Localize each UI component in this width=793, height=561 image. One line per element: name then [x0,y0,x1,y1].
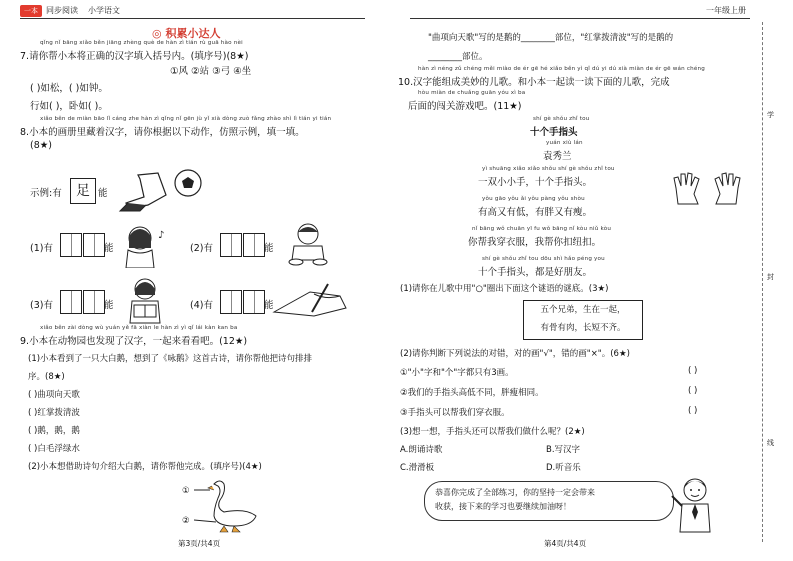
q9-poem-line[interactable]: ( )红掌拨清波 [28,408,80,418]
page-number-left: 第3页/共4页 [178,539,221,548]
q8-item4-box-right[interactable] [243,290,265,314]
gloves-icon [672,168,742,208]
poem-line[interactable]: 有高又有低，有胖又有瘦。 [478,207,593,218]
choice-b[interactable]: B.写汉字 [546,445,581,455]
kicking-leg-icon [118,165,208,215]
poem-line-pinyin: nǐ bāng wǒ chuān yī fu wǒ bāng nǐ kòu niǔ kòu [472,226,612,232]
riddle-line: 五个兄弟，生在一起， [540,305,626,315]
q10-prompt2: 后面的闯关游戏吧。(11★) [408,101,522,112]
binding-label: 线 [767,439,774,447]
riddle-box [523,300,643,340]
binding-label: 封 [767,273,774,281]
q9-prompt: 9.小本在动物园也发现了汉字，一起来看看吧。(12★) [20,336,248,347]
poem-line-pinyin: shí gè shǒu zhǐ tou dōu shì hǎo péng you [482,256,605,262]
judge-item: ①"小"字和"个"字都只有3画。 [400,368,514,378]
continued-line1[interactable]: "曲项向天歌"写的是鹅的________部位，"红掌拨清波"写的是鹅的 [428,33,674,43]
subject-name: 小学语文 [88,6,120,15]
goose-label-1: ① [182,486,190,496]
q8-item2-box-right[interactable] [243,233,265,257]
page-number-right: 第4页/共4页 [544,539,587,548]
q8-item4-prefix: (4)有 [190,300,213,311]
q7-line2[interactable]: 行如( )，卧如( )。 [30,101,108,112]
poem-author-pinyin: yuán xiù lán [546,140,583,146]
judge-answer-3[interactable]: ( ) [688,406,698,416]
q7-prompt: 7.请你帮小本将正确的汉字填入括号内。(填序号)(8★) [20,51,249,62]
q8-item3-box-right[interactable] [83,290,105,314]
q8-example-box: 足 [70,178,96,204]
listening-girl-icon [120,222,170,268]
q8-item1-prefix: (1)有 [30,243,53,254]
q9-sub1-line2: 序。(8★) [28,372,65,382]
writing-hand-icon [270,282,350,322]
q8-item3-box-left[interactable] [60,290,82,314]
poem-line[interactable]: 一双小小手，十个手指头。 [478,177,593,188]
header-divider-left [20,18,365,19]
continued-line2[interactable]: ________部位。 [428,52,488,62]
q9-poem-line[interactable]: ( )鹅，鹅，鹅 [28,426,80,436]
goose-icon [194,478,264,534]
bubble-line: 收获，接下来的学习也要继续加油呀！ [435,502,571,511]
q7-line1[interactable]: ( )如松，( )如钟。 [30,83,108,94]
q8-item4-suffix: 能 [264,300,274,311]
poem-line[interactable]: 你帮我穿衣服，我帮你扣纽扣。 [468,237,602,248]
q8-item3-suffix: 能 [104,300,114,311]
header-divider-right [410,18,750,19]
choice-a[interactable]: A.朗诵诗歌 [400,445,443,455]
q8-prompt: 8.小本的画册里藏着汉字，请你根据以下动作，仿照示例，填一填。 [20,127,305,138]
q7-options: ①风 ②站 ③弓 ④坐 [170,66,252,77]
book-name: 同步阅读 [46,6,78,15]
brand-badge: 一本 [20,5,42,17]
q10-prompt: 10.汉字能组成美妙的儿歌。和小本一起读一读下面的儿歌，完成 [398,77,670,88]
poem-line-pinyin: yì shuāng xiǎo xiǎo shǒu shí gè shǒu zhǐ tou [482,166,615,172]
poem-author: 袁秀兰 [543,151,572,162]
q10-pinyin: hàn zì néng zǔ chéng měi miào de ér gē hé xiǎo běn yì qǐ dú yi dú xià miàn de ér gē wán chéng [418,66,705,72]
q9-poem-line[interactable]: ( )白毛浮绿水 [28,444,80,454]
q8-pinyin: xiǎo běn de miàn bāo lǐ cáng zhe hàn zì qǐng nǐ gēn jù yǐ xià dòng zuò fǎng zhào shì lì tián yi tián [40,116,332,122]
congrats-bubble [424,481,674,521]
q8-item1-box-left[interactable] [60,233,82,257]
q8-example-prefix: 示例:有 [30,188,62,199]
section-title: ◎ 积累小达人 [152,27,221,40]
binding-label: 学 [767,111,774,119]
q10-sub2: (2)请你判断下列说法的对错，对的画"√"，错的画"×"。(6★) [400,349,630,359]
q9-pinyin: xiǎo běn zài dòng wù yuán yě fā xiàn le hàn zì yì qǐ lái kàn kan ba [40,325,238,331]
q8-item3-prefix: (3)有 [30,300,53,311]
q10-sub1: (1)请你在儿歌中用"○"圈出下面这个谜语的谜底。(3★) [400,284,609,294]
bubble-line: 恭喜你完成了全部练习，你的坚持一定会带来 [435,488,595,497]
judge-answer-2[interactable]: ( ) [688,386,698,396]
q10-sub3: (3)想一想，手指头还可以帮我们做什么呢？(2★) [400,427,585,437]
q7-pinyin: qǐng nǐ bāng xiǎo běn jiāng zhèng què de hàn zì tián rù guā hào nèi [40,40,243,46]
q8-item1-suffix: 能 [104,243,114,254]
q8-item1-box-right[interactable] [83,233,105,257]
q9-poem-line[interactable]: ( )曲项向天歌 [28,390,80,400]
cartoon-boy-icon [670,476,720,536]
poem-title: 十个手指头 [530,127,578,138]
q10-pinyin2: hòu miàn de chuǎng guān yóu xì ba [418,90,526,96]
q8-item2-box-left[interactable] [220,233,242,257]
grade-label: 一年级上册 [706,6,746,15]
judge-item: ②我们的手指头高低不同，胖瘦相同。 [400,388,544,398]
svg-text:♪: ♪ [158,230,165,241]
choice-d[interactable]: D.听音乐 [546,463,581,473]
q8-item2-prefix: (2)有 [190,243,213,254]
reading-girl-icon [120,277,170,325]
goose-label-2: ② [182,516,190,526]
eating-boy-icon [278,222,340,268]
riddle-line: 有骨有肉，长短不齐。 [540,323,626,333]
poem-line[interactable]: 十个手指头，都是好朋友。 [478,267,593,278]
q9-sub2: (2)小本想借助诗句介绍大白鹅，请你帮他完成。(填序号)(4★) [28,462,262,472]
judge-item: ③手指头可以帮我们穿衣服。 [400,408,510,418]
judge-answer-1[interactable]: ( ) [688,366,698,376]
q8-item4-box-left[interactable] [220,290,242,314]
q8-example-suffix: 能 [98,188,108,199]
choice-c[interactable]: C.滑滑板 [400,463,435,473]
binding-dashed-line [762,22,763,542]
target-icon: ◎ [152,27,162,40]
q9-sub1-line1: (1)小本看到了一只大白鹅，想到了《咏鹅》这首古诗，请你帮他把诗句排排 [28,354,313,364]
poem-title-pinyin: shí gè shǒu zhǐ tou [533,116,590,122]
poem-line-pinyin: yǒu gāo yǒu ǎi yǒu pàng yǒu shòu [482,196,585,202]
q8-stars: (8★) [30,140,52,151]
q8-item2-suffix: 能 [264,243,274,254]
